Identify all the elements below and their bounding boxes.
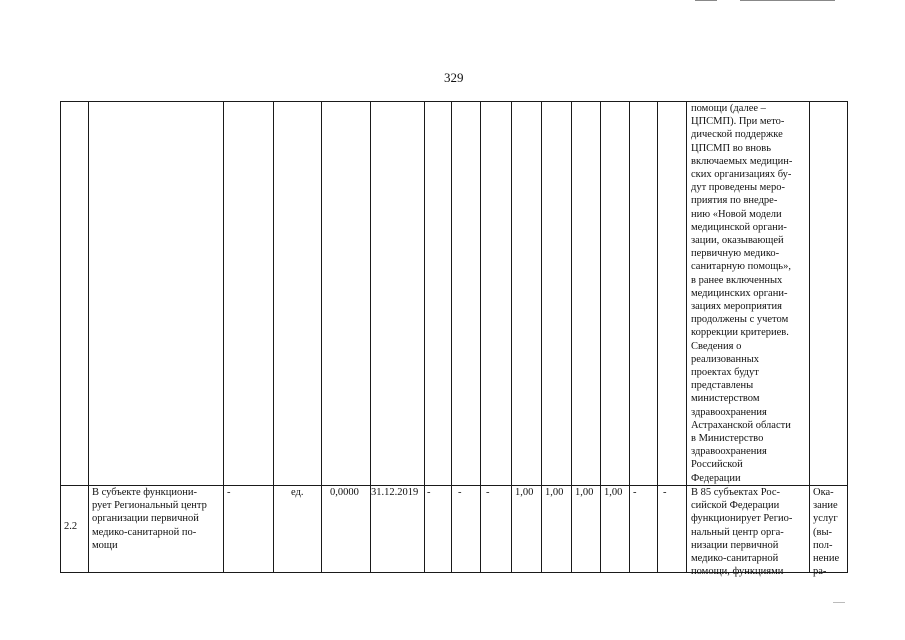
result-type: Ока- зание услуг (вы- пол- нение ра- <box>813 487 840 578</box>
base-value-cell: 0,0000 <box>330 487 359 498</box>
result-description: В 85 субъектах Рос- сийской Федерации функционирует Регио- нальный центр орга- низации первичной медико-санитарной помощи, функциями <box>691 487 793 578</box>
col-border <box>686 101 687 573</box>
scan-mark <box>695 0 717 1</box>
date-cell: 31.12.2019 <box>371 487 419 498</box>
col-border <box>321 101 322 573</box>
page-number: 329 <box>444 70 464 85</box>
unit-cell: ед. <box>291 487 304 498</box>
cell-dash: - <box>486 487 490 498</box>
col-border <box>424 101 425 573</box>
cell-dash: - <box>663 487 667 498</box>
value-cell: 1,00 <box>575 487 594 498</box>
col-border <box>511 101 512 573</box>
col-border <box>451 101 452 573</box>
col-border <box>809 101 810 573</box>
col-border <box>370 101 371 573</box>
scan-mark <box>833 602 845 603</box>
col-border <box>541 101 542 573</box>
col-border <box>600 101 601 573</box>
value-cell: 1,00 <box>515 487 534 498</box>
continuation-result-description: помощи (далее – ЦПСМП). При мето- дической поддержке ЦПСМП во вновь включаемых медицин- ских организациях бу- дут проведены меро- приятия по внедре- нию «Новой модели медицинской органи- зации, оказывающей первичную медико- санитарную помощь», в ранее включенных медицинских органи- зациях мероприятия продолжены с учетом коррекции критериев. Сведения о реализованных проектах будут представлены министерством здравоохранения Астраханской области в Министерство здравоохранения Российской Федерации <box>691 103 793 484</box>
indicator-name: В субъекте функциони- рует Региональный центр организации первичной медико-санитарной по- мощи <box>92 487 207 551</box>
col-border <box>571 101 572 573</box>
cell-dash: - <box>227 487 231 498</box>
col-border <box>480 101 481 573</box>
row-number: 2.2 <box>64 521 78 532</box>
value-cell: 1,00 <box>545 487 564 498</box>
col-border <box>629 101 630 573</box>
col-border <box>273 101 274 573</box>
col-border <box>60 101 61 573</box>
cell-dash: - <box>427 487 431 498</box>
scan-mark <box>740 0 835 1</box>
cell-dash: - <box>458 487 462 498</box>
col-border <box>88 101 89 573</box>
cell-dash: - <box>633 487 637 498</box>
value-cell: 1,00 <box>604 487 623 498</box>
col-border <box>657 101 658 573</box>
col-border <box>847 101 848 573</box>
